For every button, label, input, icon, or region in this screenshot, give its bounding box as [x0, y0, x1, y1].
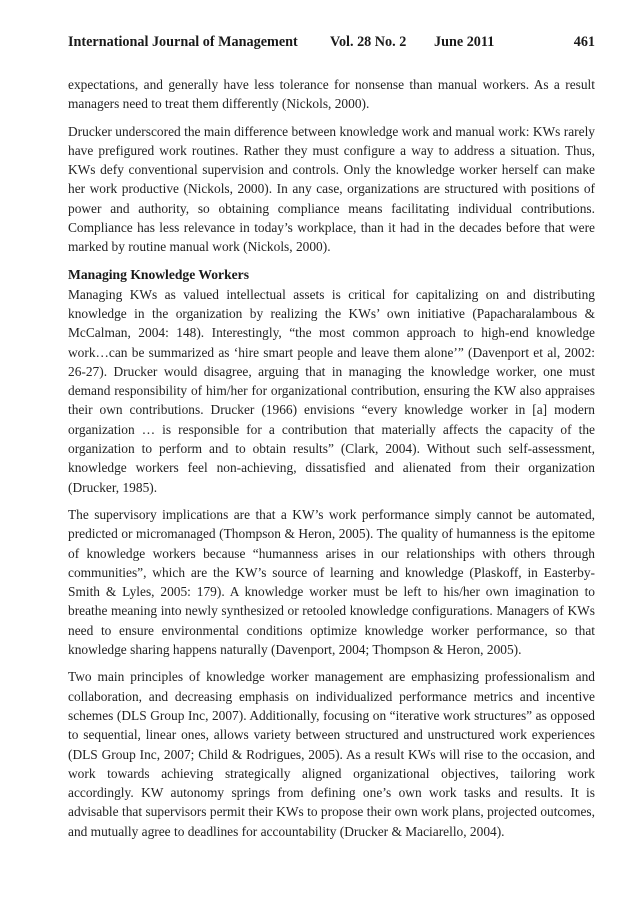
section-heading: Managing Knowledge Workers: [68, 266, 250, 282]
paragraph-4: The supervisory implications are that a KW’s work performance simply cannot be automated, predicted or micromanaged (Thompson & Heron, 2005). The quality of humanness is the epitome of knowledge workers because “humanness arises in our relationships with others through communities”, which are the KW’s source of learning and knowledge (Plaskoff, in Easterby-Smith & Lyles, 2005: 179). A knowledge worker must be left to his/her own imagination to breathe meaning into newly synthesized or retooled knowledge configurations. Managers of KWs need to ensure environmental conditions optimize knowledge worker performance, so that knowledge sharing happens naturally (Davenport, 2004; Thompson & Heron, 2005).: [68, 506, 595, 658]
page-number: 461: [573, 34, 595, 50]
paragraph-3: Managing KWs as valued intellectual assets is critical for capitalizing on and distributing knowledge in the organization by realizing the KWs’ own initiative (Papacharalambous & McCalman, 2004: 148). Interestingly, “the most common approach to high-end knowledge work…can be summarized as ‘hire smart people and leave them alone’” (Davenport et al, 2002: 26-27). Drucker would disagree, arguing that in managing the knowledge worker, one must demand responsibility of him/her for organizational contribution, ensuring the KW also appraises their own contributions. Drucker (1966) envisions “every knowledge worker in [a] modern organization … is responsible for a contribution that materially affects the capacity of the organization to perform and to obtain results” (Clark, 2004). Without such self-assessment, knowledge workers feel non-achieving, dissatisfied and alienated from their organization (Drucker, 1985).: [68, 286, 595, 495]
issue-date: June 2011: [434, 34, 495, 50]
volume-issue: Vol. 28 No. 2: [330, 34, 407, 50]
paragraph-5: Two main principles of knowledge worker management are emphasizing professionalism and collaboration, and decreasing emphasis on individualized performance metrics and incentive schemes (DLS Group Inc, 2007). Additionally, focusing on “iterative work structures” as opposed to sequential, linear ones, allows variety between structured and unstructured work experiences (DLS Group Inc, 2007; Child & Rodrigues, 2005). As a result KWs will rise to the occasion, and work towards achieving strategically aligned organizational objectives, tailoring work accordingly. KW autonomy springs from defining one’s own work tasks and results. It is advisable that supervisors permit their KWs to propose their own work plans, projected outcomes, and mutually agree to deadlines for accountability (Drucker & Maciarello, 2004).: [68, 669, 595, 839]
paragraph-2: Drucker underscored the main difference between knowledge work and manual work: KWs rarely have prefigured work routines. Rather they must configure a way to address a situation. Thus, KWs defy conventional supervision and controls. Only the knowledge worker herself can make her work productive (Nickols, 2000). In any case, organizations are structured with positions of power and authority, so obtaining compliance means facilitating individual contributions. Compliance has less relevance in today’s workplace, than it had in the decades before that were marked by routine manual work (Nickols, 2000).: [68, 123, 595, 255]
article-body: [68, 75, 595, 841]
running-header: [68, 34, 595, 56]
journal-title: International Journal of Management: [68, 34, 298, 50]
paragraph-1: expectations, and generally have less tolerance for nonsense than manual workers. As a result managers need to treat them differently (Nickols, 2000).: [68, 77, 595, 112]
journal-page: [68, 0, 595, 849]
